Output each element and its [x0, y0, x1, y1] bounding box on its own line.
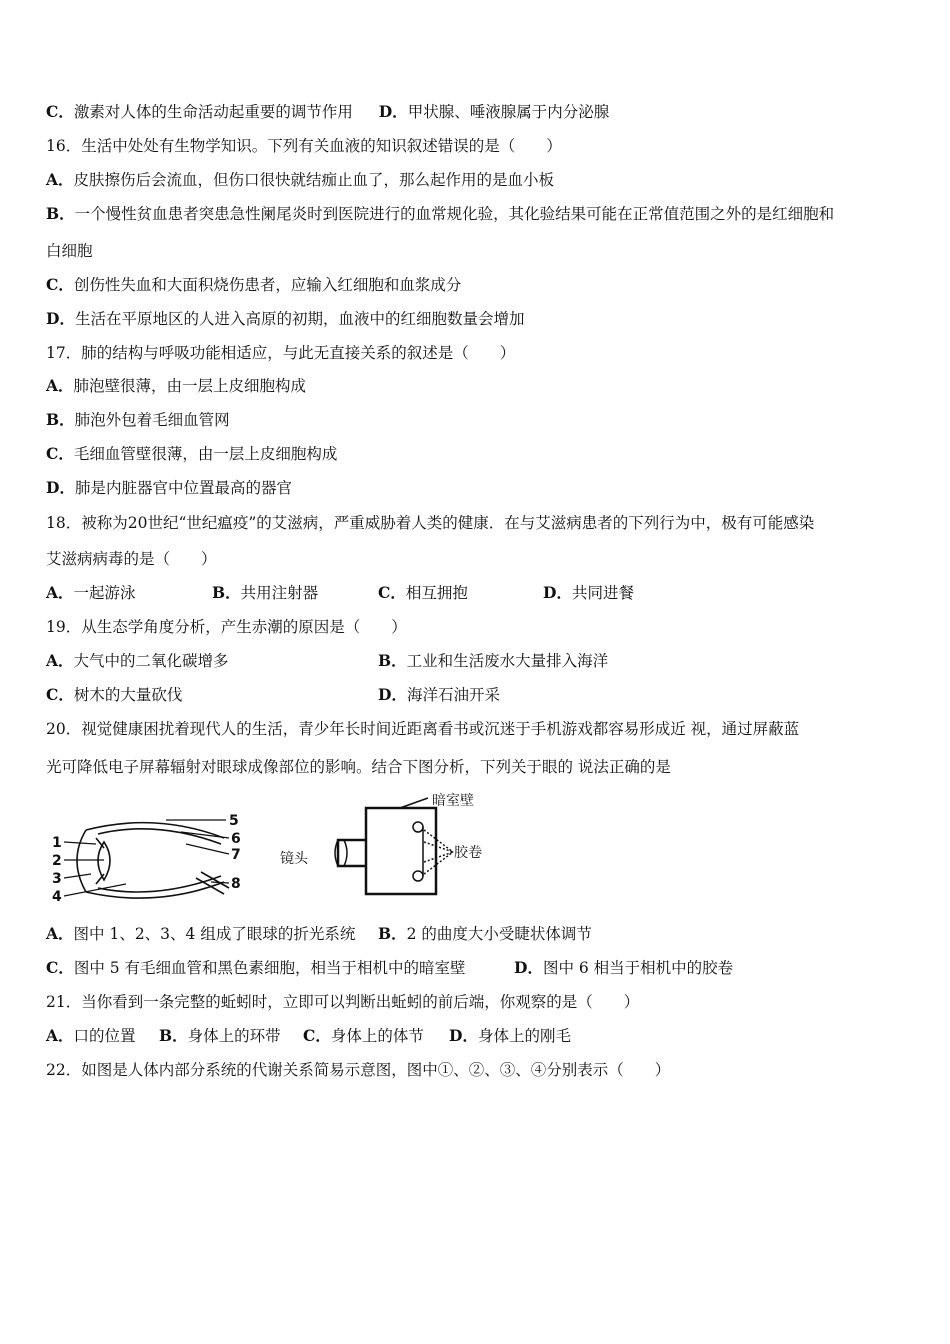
q20-option-a — [46, 924, 355, 944]
q18-stem: 18．被称为20世纪“世纪瘟疫”的艾滋病，严重威胁着人类的健康．在与艾滋病患者的下列行为中，极有可能感染 — [46, 514, 815, 532]
option-text: 肺泡壁很薄，由一层上皮细胞构成 — [73, 377, 307, 395]
q16-stem: 16．生活中处处有生物学知识。下列有关血液的知识叙述错误的是（ ） — [46, 137, 562, 155]
option-label: B． — [46, 204, 75, 223]
option-text: 2 的曲度大小受睫状体调节 — [406, 925, 592, 943]
option-label: C． — [46, 444, 74, 463]
q15-options-cd — [46, 102, 609, 122]
option-text: 肺泡外包着毛细血管网 — [74, 411, 230, 429]
q18-option-c — [378, 583, 468, 603]
q21-option-a — [46, 1026, 136, 1046]
camera-label-lens: 镜头 — [280, 851, 308, 867]
eye-label-2: 2 — [52, 853, 62, 869]
q20-stem-cont: 光可降低电子屏幕辐射对眼球成像部位的影响。结合下图分析，下列关于眼的 说法正确的是 — [46, 758, 671, 776]
option-label: D． — [543, 583, 572, 602]
q20-stem: 20．视觉健康困扰着现代人的生活，青少年长时间近距离看书或沉迷于手机游戏都容易形成近 视，通过屏蔽蓝 — [46, 720, 800, 738]
option-label: A． — [46, 1026, 74, 1045]
camera-diagram — [278, 790, 508, 905]
eye-outer-layer — [86, 823, 224, 898]
eye-label-1: 1 — [52, 835, 62, 851]
option-label: A． — [46, 583, 74, 602]
option-label: D． — [378, 102, 408, 121]
option-text: 相互拥抱 — [405, 584, 468, 602]
q18-option-a — [46, 583, 136, 603]
q21-option-b — [159, 1026, 281, 1046]
option-label: A． — [46, 651, 74, 670]
option-label: C． — [46, 102, 74, 121]
eye-label-3: 3 — [52, 871, 62, 887]
option-label: B． — [212, 583, 241, 602]
option-label: A． — [46, 924, 74, 943]
q16-option-c — [46, 275, 461, 295]
eye-label-8: 8 — [231, 876, 241, 892]
option-label: D． — [449, 1026, 478, 1045]
option-text: 身体上的体节 — [330, 1027, 424, 1045]
eye-label-6: 6 — [231, 831, 241, 847]
camera-lens-barrel — [338, 840, 366, 866]
option-text: 身体上的环带 — [187, 1027, 281, 1045]
option-label: C． — [46, 958, 74, 977]
q16-option-b — [46, 204, 834, 224]
q18-stem-cont: 艾滋病病毒的是（ ） — [46, 550, 217, 568]
q16-option-d — [46, 309, 524, 329]
q17-option-c — [46, 444, 337, 464]
q20-option-c — [46, 958, 466, 978]
option-label: C． — [378, 583, 406, 602]
eye-label-4: 4 — [52, 889, 62, 905]
q20-option-b — [378, 924, 592, 944]
q19-option-d — [378, 685, 500, 705]
q17-option-b — [46, 410, 230, 430]
camera-label-wall: 暗室壁 — [432, 793, 474, 809]
q16-option-a — [46, 170, 554, 190]
option-text: 大气中的二氧化碳增多 — [73, 652, 229, 670]
q19-option-a — [46, 651, 229, 671]
option-text: 毛细血管壁很薄，由一层上皮细胞构成 — [73, 445, 338, 463]
option-text: 激素对人体的生命活动起重要的调节作用 — [73, 103, 353, 121]
option-label: B． — [378, 924, 407, 943]
option-text: 图中 1、2、3、4 组成了眼球的折光系统 — [73, 925, 356, 943]
option-label: D． — [46, 478, 75, 497]
option-text: 生活在平原地区的人进入高原的初期，血液中的红细胞数量会增加 — [74, 310, 525, 328]
option-text: 皮肤擦伤后会流血，但伤口很快就结痂止血了，那么起作用的是血小板 — [73, 171, 555, 189]
q20-option-d — [514, 958, 733, 978]
option-text: 图中 5 有毛细血管和黑色素细胞，相当于相机中的暗室壁 — [73, 959, 466, 977]
q22-stem: 22．如图是人体内部分系统的代谢关系简易示意图，图中①、②、③、④分别表示（ ） — [46, 1061, 671, 1079]
option-label: A． — [46, 376, 74, 395]
option-text: 工业和生活废水大量排入海洋 — [406, 652, 609, 670]
camera-film-roll-top — [413, 822, 423, 832]
option-text: 甲状腺、唾液腺属于内分泌腺 — [407, 103, 610, 121]
q17-option-a — [46, 376, 306, 396]
q18-option-b — [212, 583, 318, 603]
option-label: A． — [46, 170, 74, 189]
q18-option-d — [543, 583, 634, 603]
option-text: 海洋石油开采 — [406, 686, 500, 704]
q17-option-d — [46, 478, 292, 498]
option-text: 身体上的刚毛 — [477, 1027, 571, 1045]
option-label: C． — [303, 1026, 331, 1045]
q19-option-c — [46, 685, 182, 705]
option-text: 共同进餐 — [571, 584, 634, 602]
q21-option-d — [449, 1026, 571, 1046]
option-label: D． — [514, 958, 543, 977]
q19-stem: 19．从生态学角度分析，产生赤潮的原因是（ ） — [46, 618, 407, 636]
option-text: 图中 6 相当于相机中的胶卷 — [542, 959, 734, 977]
q16-option-b-cont: 白细胞 — [46, 242, 93, 260]
eye-label-5: 5 — [229, 813, 239, 829]
option-text: 肺是内脏器官中位置最高的器官 — [74, 479, 292, 497]
q21-option-c — [303, 1026, 424, 1046]
q21-stem: 21．当你看到一条完整的蚯蚓时，立即可以判断出蚯蚓的前后端，你观察的是（ ） — [46, 993, 640, 1011]
eye-label-7: 7 — [231, 847, 241, 863]
option-label: C． — [46, 275, 74, 294]
option-text: 一个慢性贫血患者突患急性阑尾炎时到医院进行的血常规化验，其化验结果可能在正常值范围之外的是红细胞和 — [74, 205, 835, 223]
option-text: 口的位置 — [73, 1027, 136, 1045]
option-text: 共用注射器 — [240, 584, 319, 602]
option-text: 树木的大量砍伐 — [73, 686, 183, 704]
option-label: D． — [46, 309, 75, 328]
option-text: 创伤性失血和大面积烧伤患者，应输入红细胞和血浆成分 — [73, 276, 462, 294]
eye-diagram — [46, 808, 256, 908]
q17-stem: 17．肺的结构与呼吸功能相适应，与此无直接关系的叙述是（ ） — [46, 344, 516, 362]
option-label: B． — [159, 1026, 188, 1045]
camera-film-roll-bottom — [413, 871, 423, 881]
camera-label-film: 胶卷 — [454, 845, 482, 861]
option-text: 一起游泳 — [73, 584, 136, 602]
camera-dark-box — [366, 808, 436, 894]
eye-cornea — [77, 830, 86, 892]
option-label: B． — [378, 651, 407, 670]
option-label: B． — [46, 410, 75, 429]
q19-option-b — [378, 651, 608, 671]
option-label: D． — [378, 685, 407, 704]
option-label: C． — [46, 685, 74, 704]
